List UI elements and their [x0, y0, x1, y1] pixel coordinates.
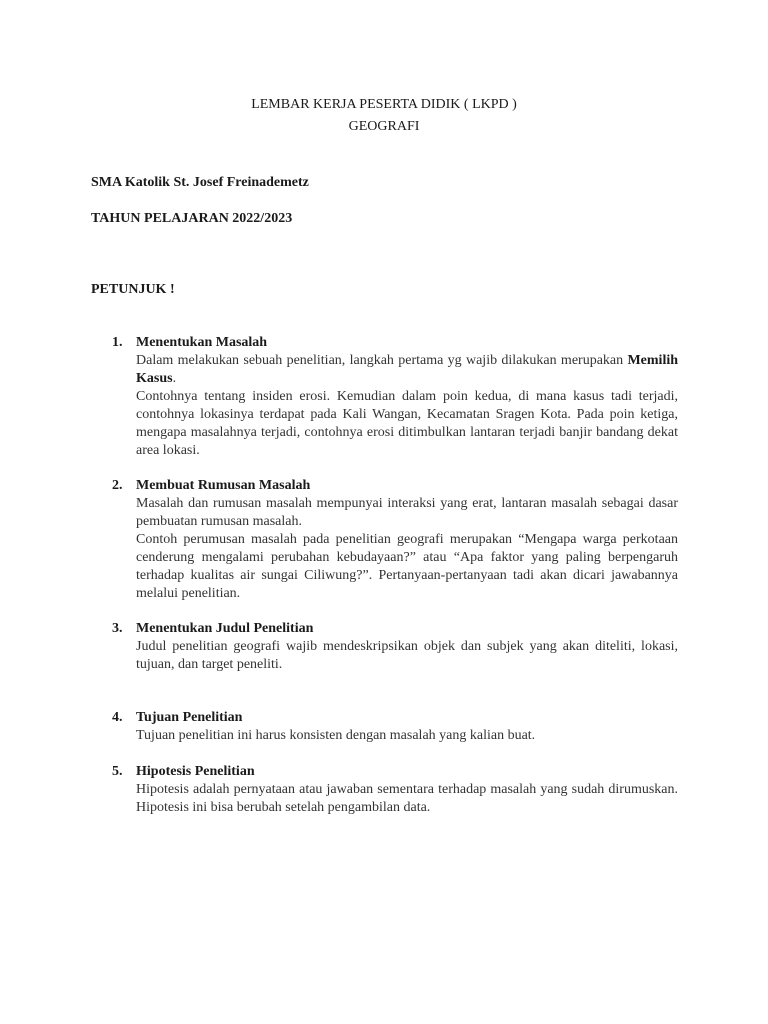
- school-name: SMA Katolik St. Josef Freinademetz: [91, 175, 309, 190]
- item-paragraph: Hipotesis adalah pernyataan atau jawaban sementara terhadap masalah yang sudah dirumuskan. Hipotesis ini bisa berubah setelah pengambilan data.: [136, 782, 678, 815]
- item-heading: Hipotesis Penelitian: [136, 764, 255, 779]
- item-paragraph: Judul penelitian geografi wajib mendeskripsikan objek dan subjek yang akan diteliti, lokasi, tujuan, dan target peneliti.: [136, 639, 678, 672]
- item-intro-text: Dalam melakukan sebuah penelitian, langkah pertama yg wajib dilakukan merupakan: [136, 353, 624, 368]
- item-heading: Menentukan Masalah: [136, 335, 268, 350]
- item-paragraph: Contoh perumusan masalah pada penelitian geografi merupakan “Mengapa warga perkotaan cenderung mengalami perubahan kebudayaan?” atau “Apa faktor yang paling berpengaruh terhadap kualitas air sungai Ciliwung?”. Pertanyaan-pertanyaan tadi akan dicari jawabannya melalui penelitian.: [136, 532, 678, 601]
- instructions-label: PETUNJUK !: [91, 282, 175, 297]
- list-item: [112, 477, 678, 603]
- item-number: 5.: [112, 764, 123, 779]
- item-number: 2.: [112, 478, 123, 493]
- item-paragraph: Masalah dan rumusan masalah mempunyai interaksi yang erat, lantaran masalah sebagai dasar pembuatan rumusan masalah.: [136, 496, 678, 529]
- item-paragraph: Tujuan penelitian ini harus konsisten dengan masalah yang kalian buat.: [136, 728, 536, 743]
- document-title: LEMBAR KERJA PESERTA DIDIK ( LKPD ): [251, 97, 517, 112]
- academic-year: TAHUN PELAJARAN 2022/2023: [91, 211, 293, 226]
- item-number: 3.: [112, 621, 123, 636]
- item-body: [136, 352, 678, 388]
- item-emphasis-text: Memilih Kasus: [136, 353, 679, 386]
- item-heading: Membuat Rumusan Masalah: [136, 478, 311, 493]
- document-subject: GEOGRAFI: [348, 119, 420, 134]
- item-paragraph: Contohnya tentang insiden erosi. Kemudian dalam poin kedua, di mana kasus tadi terjadi, contohnya lokasinya terdapat pada Kali Wangan, Kecamatan Sragen Kota. Pada poin ketiga, mengapa masalahnya terjadi, contohnya erosi ditimbulkan lantaran terjadi banjir bandang dekat area lokasi.: [136, 389, 678, 458]
- item-emphasis-tail: .: [172, 371, 177, 386]
- item-heading: Tujuan Penelitian: [136, 710, 243, 725]
- item-heading: Menentukan Judul Penelitian: [136, 621, 314, 636]
- item-number: 4.: [112, 710, 123, 725]
- list-item: [112, 620, 678, 674]
- item-number: 1.: [112, 335, 123, 350]
- list-item: [112, 334, 678, 460]
- list-item: [112, 709, 678, 745]
- list-item: [112, 763, 678, 817]
